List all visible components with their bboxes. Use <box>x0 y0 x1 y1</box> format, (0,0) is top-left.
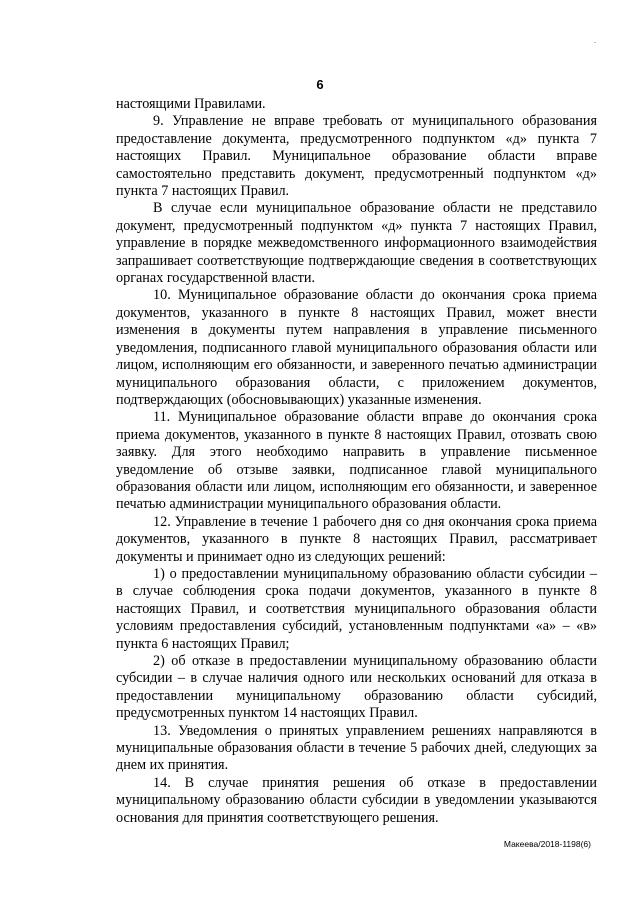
paragraph-item-13: 13. Уведомления о принятых управлением решениях направляются в муниципальные образования области в течение 5 рабочих дней, следующих за днем их принятия. <box>116 722 597 774</box>
paragraph-item-9-continued: В случае если муниципальное образование области не представило документ, предусмотренный подпунктом «д» пункта 7 настоящих Правил, управление в порядке межведомственного информационного взаимодействия запрашивает соответствующие подтверждающие сведения в соответствующих органах государственной власти. <box>116 200 597 287</box>
document-body <box>116 96 597 827</box>
paragraph-item-12-2: 2) об отказе в предоставлении муниципальному образованию области субсидии – в случае наличия одного или нескольких оснований для отказа в предоставлении муниципальному образованию области субсидий, предусмотренных пунктом 14 настоящих Правил. <box>116 653 597 722</box>
footer-document-code: Макеева/2018-1198(6) <box>503 839 591 849</box>
paragraph-item-12-1: 1) о предоставлении муниципальному образованию области субсидии – в случае соблюдения срока подачи документов, указанного в пункте 8 настоящих Правил, и соответствия муниципального образования области условиям предоставления субсидий, установленным подпунктами «а» – «в» пункта 6 настоящих Правил; <box>116 565 597 652</box>
paragraph-continuation: настоящими Правилами. <box>116 96 266 112</box>
paragraph-item-12: 12. Управление в течение 1 рабочего дня со дня окончания срока приема документов, указанного в пункте 8 настоящих Правил, рассматривает документы и принимает одно из следующих решений: <box>116 513 597 565</box>
page-number: 6 <box>316 77 324 92</box>
paragraph-item-10: 10. Муниципальное образование области до окончания срока приема документов, указанного в пункте 8 настоящих Правил, может внести изменения в документы путем направления в управление письменного уведомления, подписанного главой муниципального образования области или лицом, исполняющим его обязанности, и заверенного печатью администрации муниципального образования области, с приложением документов, подтверждающих (обосновывающих) указанные изменения. <box>116 287 597 408</box>
paragraph-item-14: 14. В случае принятия решения об отказе в предоставлении муниципальному образованию области субсидии в уведомлении указываются основания для принятия соответствующего решения. <box>116 774 597 826</box>
paragraph-item-11: 11. Муниципальное образование области вправе до окончания срока приема документов, указанного в пункте 8 настоящих Правил, отозвать свою заявку. Для этого необходимо направить в управление письменное уведомление об отзыве заявки, подписанное главой муниципального образования области или лицом, исполняющим его обязанности, и заверенное печатью администрации муниципального образования области. <box>116 409 597 513</box>
paragraph-item-9: 9. Управление не вправе требовать от муниципального образования предоставление документа, предусмотренного подпунктом «д» пункта 7 настоящих Правил. Муниципальное образование области вправе самостоятельно представить документ, предусмотренный подпунктом «д» пункта 7 настоящих Правил. <box>116 113 597 200</box>
scan-mark <box>594 42 596 43</box>
